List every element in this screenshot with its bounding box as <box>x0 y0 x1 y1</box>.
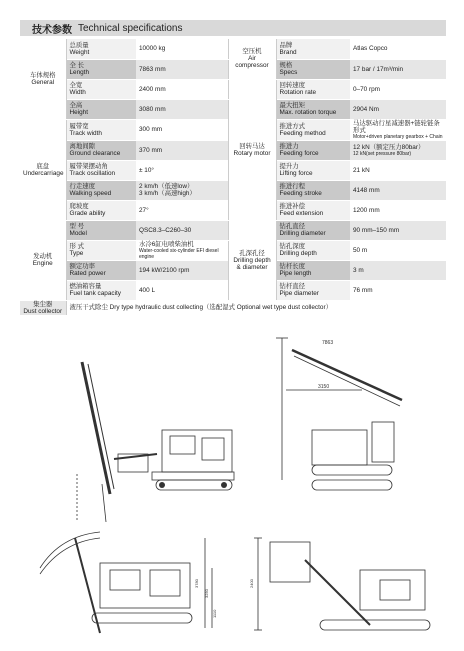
category-cell <box>228 79 276 220</box>
spec-value: 3 m <box>353 266 364 274</box>
category-cn: 孔深孔径 <box>239 249 265 257</box>
spec-value: 370 mm <box>139 146 163 154</box>
spec-value-cell <box>350 79 446 99</box>
spec-value: 300 mm <box>139 126 163 133</box>
category-en: Rotary motor <box>233 149 271 157</box>
spec-value-cell <box>350 180 446 200</box>
spec-value-cell <box>136 180 228 200</box>
spec-label-cell <box>276 200 350 220</box>
category-cn: 底盘 <box>36 162 50 170</box>
dust-value-cell <box>66 300 446 315</box>
spec-label-en: Height <box>69 109 88 116</box>
front-view-drawing <box>30 528 220 648</box>
spec-label-cn: 规格 <box>279 62 293 69</box>
spec-value: 7863 mm <box>139 65 166 73</box>
spec-value-cell <box>136 260 228 280</box>
spec-label-en: Track width <box>69 129 102 137</box>
spec-label-cn: 钻孔直径 <box>279 223 306 230</box>
spec-label-cell <box>276 140 350 160</box>
spec-value-cell <box>350 160 446 180</box>
spec-label-cn: 钻杆直径 <box>279 283 306 290</box>
spec-label-en: Drilling depth <box>279 250 317 257</box>
spec-value: 17 bar / 17m³/min <box>353 65 404 73</box>
spec-label-cn: 全 长 <box>69 62 85 69</box>
spec-label-en: Feeding force <box>279 150 319 157</box>
spec-label-en: Max. rotation torque <box>279 109 337 116</box>
spec-label-en: Brand <box>279 48 297 56</box>
spec-label-cell <box>66 59 136 79</box>
spec-label-en: Pipe diameter <box>279 290 319 297</box>
category-cn: 回转马达 <box>239 142 265 150</box>
spec-label-cn: 离地间隙 <box>69 143 96 150</box>
spec-label-cn: 钻杆长度 <box>279 263 306 270</box>
category-en: Dust collector <box>23 307 63 315</box>
spec-label-en: Width <box>69 89 86 96</box>
spec-label-cell <box>276 99 350 119</box>
spec-label-cn: 履带宽 <box>69 122 89 130</box>
spec-value-cell <box>136 240 228 260</box>
category-cell <box>228 39 276 79</box>
dim-height-c: 1110 <box>212 609 217 618</box>
spec-label-en: Pipe length <box>279 270 312 277</box>
spec-label-cell <box>276 260 350 280</box>
spec-label-cn: 履带架摆动角 <box>69 163 108 170</box>
spec-label-cell <box>276 180 350 200</box>
spec-label-en: Rated power <box>69 270 106 277</box>
spec-title-en: Technical specifications <box>78 22 183 34</box>
category-cn: 集尘器 <box>33 300 53 308</box>
spec-value: 76 mm <box>353 286 373 294</box>
spec-label-cn: 钻孔深度 <box>279 243 306 250</box>
category-cell <box>20 300 66 315</box>
spec-label-cn: 提升力 <box>279 163 299 170</box>
spec-label-cell <box>66 79 136 99</box>
spec-label-en: Track oscillation <box>69 170 116 177</box>
spec-value: 3080 mm <box>139 105 166 113</box>
spec-value-cell <box>136 160 228 180</box>
spec-label-cell <box>276 280 350 300</box>
spec-value-cell <box>136 79 228 99</box>
spec-value: 27° <box>139 206 149 214</box>
spec-value: 马达驱动行星减速器+链轮链条形式 <box>353 119 440 134</box>
category-en: Air compressor <box>235 55 269 70</box>
spec-value: 0–70 rpm <box>353 85 380 93</box>
spec-label-cn: 推进力 <box>279 143 299 150</box>
spec-title-bar <box>20 20 446 36</box>
spec-value-cell <box>350 200 446 220</box>
spec-label-cell <box>276 39 350 59</box>
spec-value: 水冷6缸电喷柴油机 <box>139 240 194 248</box>
spec-value-cell <box>136 200 228 220</box>
spec-label-cn: 推进行程 <box>279 183 306 190</box>
spec-value-cell <box>350 59 446 79</box>
spec-label-cell <box>66 119 136 140</box>
spec-value: ± 10° <box>139 166 154 174</box>
spec-label-cn: 行走速度 <box>69 183 96 190</box>
spec-label-cell <box>66 140 136 160</box>
dust-collector-row <box>20 300 446 315</box>
spec-label-cell <box>66 180 136 200</box>
dust-value: 液压干式除尘 Dry type hydraulic dust collecting（选配湿式 Optional wet type dust collector） <box>69 304 332 311</box>
spec-value-2: 12 kN(set pressure 80bar) <box>353 150 412 157</box>
category-cell <box>20 119 66 220</box>
spec-label-cn: 品牌 <box>279 41 293 49</box>
spec-label-en: Grade ability <box>69 210 106 217</box>
spec-label-en: Weight <box>69 48 90 56</box>
spec-label-en: Fuel tank capacity <box>69 290 122 297</box>
category-en: General <box>31 78 55 86</box>
dim-height-b: 3250 <box>204 589 209 598</box>
spec-value: 400 L <box>139 286 155 294</box>
spec-value: 1200 mm <box>353 206 380 214</box>
spec-value: Atlas Copco <box>353 45 388 53</box>
spec-value-2: 3 km/h（高速high） <box>139 190 196 197</box>
spec-label-en: Specs <box>279 69 298 76</box>
top-view-drawing <box>250 530 440 645</box>
spec-value: 4148 mm <box>353 186 380 194</box>
spec-value-cell <box>350 280 446 300</box>
spec-label-cell <box>66 220 136 240</box>
spec-label-en: Drilling diameter <box>279 230 326 237</box>
spec-value: 2904 Nm <box>353 105 379 113</box>
spec-label-en: Rotation rate <box>279 89 317 96</box>
spec-label-cn: 全宽 <box>69 82 83 89</box>
spec-value-2: Motor+driven planetary gearbox + Chain <box>353 133 443 140</box>
spec-row <box>20 79 446 99</box>
category-en: Drilling depth & diameter <box>233 256 271 271</box>
spec-label-cell <box>276 240 350 260</box>
perspective-drawing <box>252 330 422 505</box>
side-view-drawing <box>62 344 238 522</box>
spec-label-en: Lifting force <box>279 170 313 177</box>
spec-value-cell <box>350 39 446 59</box>
spec-value-cell <box>136 280 228 300</box>
spec-value: 2 km/h（低速low） <box>139 183 194 190</box>
spec-value: 90 mm–150 mm <box>353 226 400 234</box>
spec-label-cell <box>276 79 350 99</box>
spec-label-cell <box>66 200 136 220</box>
spec-value: 12 kN（额定压力80bar） <box>353 143 425 151</box>
spec-row <box>20 39 446 59</box>
spec-value-cell <box>136 140 228 160</box>
spec-value-cell <box>136 59 228 79</box>
spec-label-cell <box>66 99 136 119</box>
spec-table <box>20 39 446 316</box>
category-cell <box>20 39 66 119</box>
spec-row <box>20 220 446 240</box>
spec-label-cell <box>276 119 350 140</box>
spec-title-cn: 技术参数 <box>32 24 72 36</box>
category-cell <box>20 220 66 300</box>
spec-label-cn: 型 号 <box>69 223 85 230</box>
spec-value-cell <box>136 39 228 59</box>
spec-label-en: Feeding method <box>279 129 326 137</box>
spec-value-cell <box>136 220 228 240</box>
spec-label-cn: 爬坡度 <box>69 203 89 210</box>
category-en: Undercarriage <box>23 169 64 177</box>
spec-value-cell <box>136 119 228 140</box>
spec-value-cell <box>350 119 446 140</box>
spec-label-cell <box>66 260 136 280</box>
spec-label-cn: 回转速度 <box>279 82 306 89</box>
spec-label-cell <box>66 280 136 300</box>
spec-value-cell <box>350 99 446 119</box>
spec-label-cn: 形 式 <box>69 243 85 250</box>
spec-label-cn: 总质量 <box>69 41 89 49</box>
dim-width-label: 2400 <box>249 579 254 588</box>
spec-value-cell <box>350 140 446 160</box>
spec-label-cn: 全高 <box>69 102 83 109</box>
spec-label-en: Ground clearance <box>69 150 121 157</box>
spec-value-2: Water-cooled six-cylinder EFI diesel engine <box>139 247 219 260</box>
spec-value-cell <box>350 260 446 280</box>
spec-label-cn: 推进方式 <box>279 122 306 130</box>
dim-height-a: 3780 <box>194 579 199 588</box>
spec-value: 21 kN <box>353 166 370 174</box>
spec-label-cn: 燃油箱容量 <box>69 283 102 290</box>
spec-label-en: Length <box>69 69 90 76</box>
spec-value: 2400 mm <box>139 85 166 93</box>
category-cn: 空压机 <box>242 48 262 56</box>
spec-label-en: Walking speed <box>69 190 112 197</box>
spec-label-en: Model <box>69 230 87 237</box>
dim-mid-label: 3150 <box>318 384 330 390</box>
spec-label-cell <box>276 59 350 79</box>
spec-label-cell <box>66 39 136 59</box>
spec-label-cn: 最大扭矩 <box>279 102 306 109</box>
spec-value: QSC8.3–C260–30 <box>139 226 192 234</box>
spec-label-en: Feed extension <box>279 210 324 217</box>
spec-value: 50 m <box>353 246 368 254</box>
category-cn: 车体规格 <box>29 71 56 79</box>
spec-label-cell <box>276 220 350 240</box>
spec-value-cell <box>136 99 228 119</box>
spec-label-en: Type <box>69 250 84 257</box>
category-cn: 发动机 <box>33 253 53 260</box>
spec-label-cell <box>66 160 136 180</box>
category-cell <box>228 220 276 300</box>
spec-value: 194 kW/2100 rpm <box>139 266 190 274</box>
spec-label-cn: 额定功率 <box>69 263 96 270</box>
spec-label-en: Feeding stroke <box>279 190 322 197</box>
spec-value-cell <box>350 240 446 260</box>
spec-value-cell <box>350 220 446 240</box>
category-en: Engine <box>32 260 53 267</box>
spec-label-cell <box>66 240 136 260</box>
spec-label-cn: 推进补偿 <box>279 203 306 210</box>
spec-label-cell <box>276 160 350 180</box>
spec-value: 10000 kg <box>139 45 166 53</box>
dim-length-label: 7863 <box>322 340 334 346</box>
